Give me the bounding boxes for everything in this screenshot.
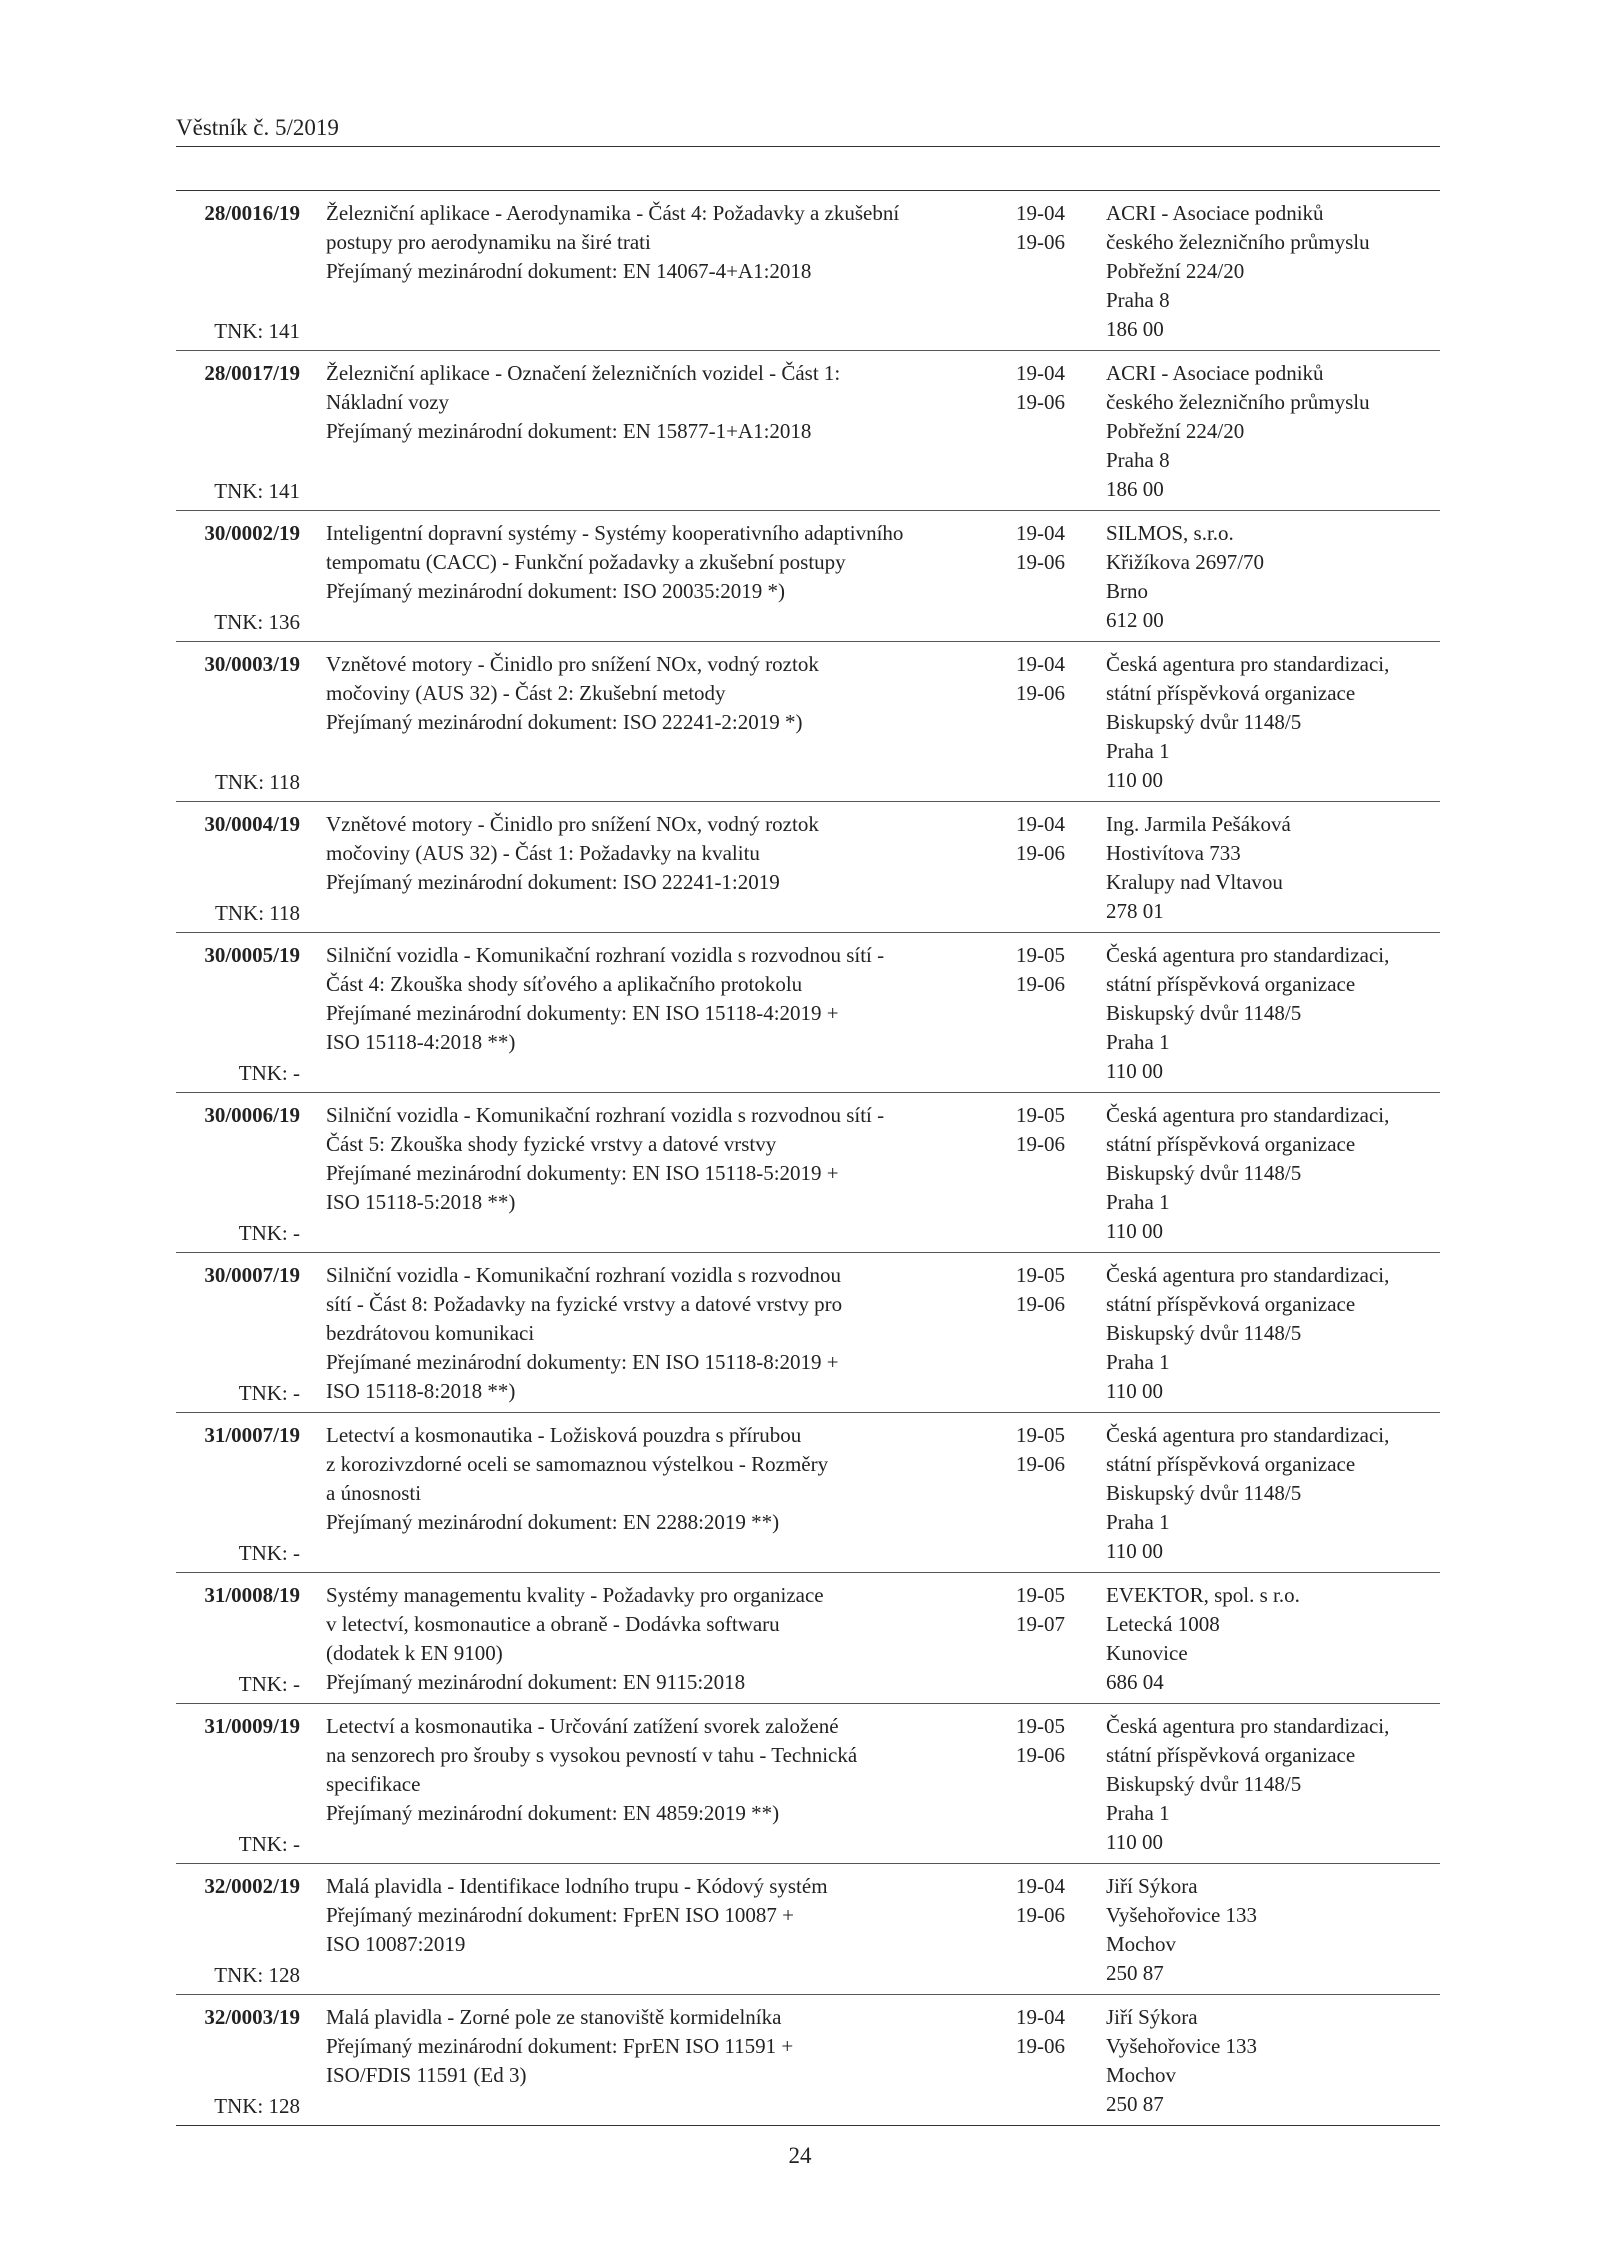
- dates-cell: [1016, 1712, 1086, 1770]
- title-line: Přejímaný mezinárodní dokument: EN 14067-4+A1:2018: [326, 259, 812, 283]
- notice-code: 28/0017/19: [204, 361, 300, 385]
- address-line: Jiří Sýkora: [1106, 1874, 1198, 1898]
- address-line: státní příspěvková organizace: [1106, 681, 1356, 705]
- notice-id-cell: [176, 519, 300, 641]
- date-value: 19-06: [1016, 681, 1065, 705]
- title-line: Železniční aplikace - Označení železničních vozidel - Část 1:: [326, 361, 841, 385]
- date-value: 19-06: [1016, 1743, 1065, 1767]
- bulletin-title: Věstník č. 5/2019: [176, 115, 339, 140]
- address-line: 110 00: [1106, 768, 1163, 792]
- tnk-number: TNK: 128: [214, 2094, 300, 2118]
- address-line: 110 00: [1106, 1830, 1163, 1854]
- page-header: [176, 114, 1440, 147]
- notice-code: 31/0009/19: [204, 1714, 300, 1738]
- title-line: Malá plavidla - Zorné pole ze stanoviště kormidelníka: [326, 2005, 782, 2029]
- title-line: Přejímané mezinárodní dokumenty: EN ISO 15118-8:2019 +: [326, 1350, 839, 1374]
- date-value: 19-06: [1016, 1903, 1065, 1927]
- notice-id-cell: [176, 810, 300, 932]
- title-line: Přejímaný mezinárodní dokument: ISO 20035:2019 *): [326, 579, 786, 603]
- processor-address-cell: [1106, 1872, 1440, 1988]
- notice-code: 30/0004/19: [204, 812, 300, 836]
- title-line: močoviny (AUS 32) - Část 2: Zkušební metody: [326, 681, 726, 705]
- notice-code: 30/0007/19: [204, 1263, 300, 1287]
- address-line: Biskupský dvůr 1148/5: [1106, 1481, 1302, 1505]
- notice-id-cell: [176, 1421, 300, 1572]
- address-line: Vyšehořovice 133: [1106, 1903, 1258, 1927]
- table-row: [176, 1703, 1440, 1863]
- address-line: Křižíkova 2697/70: [1106, 550, 1265, 574]
- table-row: [176, 1572, 1440, 1703]
- tnk-number: TNK: -: [238, 1221, 300, 1245]
- table-row: [176, 1994, 1440, 2125]
- standard-title-cell: [326, 933, 885, 1061]
- date-value: 19-06: [1016, 2034, 1065, 2058]
- address-line: Biskupský dvůr 1148/5: [1106, 1321, 1302, 1345]
- title-line: Část 5: Zkouška shody fyzické vrstvy a datové vrstvy: [326, 1132, 777, 1156]
- address-line: Praha 8: [1106, 288, 1170, 312]
- title-line: Přejímaný mezinárodní dokument: ISO 22241-2:2019 *): [326, 710, 803, 734]
- address-line: Kralupy nad Vltavou: [1106, 870, 1283, 894]
- title-line: Silniční vozidla - Komunikační rozhraní vozidla s rozvodnou sítí -: [326, 1103, 885, 1127]
- title-line: Přejímaný mezinárodní dokument: EN 2288:2019 **): [326, 1510, 780, 1534]
- dates-cell: [1016, 2003, 1086, 2061]
- date-value: 19-06: [1016, 1292, 1065, 1316]
- title-line: Vznětové motory - Činidlo pro snížení NOx, vodný roztok: [326, 652, 819, 676]
- title-line: bezdrátovou komunikaci: [326, 1321, 535, 1345]
- processor-address-cell: [1106, 2003, 1440, 2119]
- notice-code: 28/0016/19: [204, 201, 300, 225]
- notice-code: 30/0006/19: [204, 1103, 300, 1127]
- standard-title-cell: [326, 1253, 846, 1410]
- title-line: postupy pro aerodynamiku na širé trati: [326, 230, 651, 254]
- address-line: 110 00: [1106, 1059, 1163, 1083]
- address-line: Vyšehořovice 133: [1106, 2034, 1258, 2058]
- notice-code: 30/0005/19: [204, 943, 300, 967]
- table-row: [176, 1412, 1440, 1572]
- address-line: 110 00: [1106, 1379, 1163, 1403]
- date-value: 19-05: [1016, 1103, 1065, 1127]
- date-value: 19-06: [1016, 550, 1065, 574]
- notice-id-cell: [176, 1261, 300, 1412]
- tnk-number: TNK: -: [238, 1832, 300, 1856]
- processor-address-cell: [1106, 1101, 1440, 1246]
- table-row: [176, 350, 1440, 510]
- title-line: Část 4: Zkouška shody síťového a aplikačního protokolu: [326, 972, 803, 996]
- date-value: 19-04: [1016, 2005, 1065, 2029]
- processor-address-cell: [1106, 650, 1440, 795]
- dates-cell: [1016, 810, 1086, 868]
- date-value: 19-06: [1016, 230, 1065, 254]
- table-row: [176, 191, 1440, 350]
- tnk-number: TNK: 141: [214, 319, 300, 343]
- date-value: 19-06: [1016, 972, 1065, 996]
- date-value: 19-05: [1016, 1423, 1065, 1447]
- title-line: Systémy managementu kvality - Požadavky pro organizace: [326, 1583, 824, 1607]
- standards-table: [176, 190, 1440, 2126]
- notice-code: 30/0003/19: [204, 652, 300, 676]
- title-line: Přejímané mezinárodní dokumenty: EN ISO 15118-5:2019 +: [326, 1161, 839, 1185]
- notice-code: 32/0002/19: [204, 1874, 300, 1898]
- title-line: v letectví, kosmonautice a obraně - Dodávka softwaru: [326, 1612, 780, 1636]
- processor-address-cell: [1106, 359, 1440, 504]
- date-value: 19-04: [1016, 201, 1065, 225]
- table-row: [176, 801, 1440, 932]
- address-line: 110 00: [1106, 1539, 1163, 1563]
- address-line: 186 00: [1106, 477, 1164, 501]
- processor-address-cell: [1106, 1581, 1440, 1697]
- date-value: 19-07: [1016, 1612, 1065, 1636]
- address-line: Kunovice: [1106, 1641, 1188, 1665]
- address-line: 250 87: [1106, 1961, 1164, 1985]
- title-line: specifikace: [326, 1772, 421, 1796]
- dates-cell: [1016, 650, 1086, 708]
- standard-title-cell: [326, 802, 846, 901]
- address-line: Biskupský dvůr 1148/5: [1106, 1001, 1302, 1025]
- address-line: 186 00: [1106, 317, 1164, 341]
- title-line: Železniční aplikace - Aerodynamika - Část 4: Požadavky a zkušební: [326, 201, 900, 225]
- title-line: Silniční vozidla - Komunikační rozhraní vozidla s rozvodnou sítí -: [326, 943, 885, 967]
- processor-address-cell: [1106, 1712, 1440, 1857]
- title-line: ISO/FDIS 11591 (Ed 3): [326, 2063, 527, 2087]
- date-value: 19-04: [1016, 521, 1065, 545]
- title-line: a únosnosti: [326, 1481, 422, 1505]
- table-row: [176, 1863, 1440, 1994]
- address-line: 250 87: [1106, 2092, 1164, 2116]
- title-line: (dodatek k EN 9100): [326, 1641, 503, 1665]
- notice-id-cell: [176, 2003, 300, 2125]
- address-line: Praha 1: [1106, 1190, 1170, 1214]
- dates-cell: [1016, 199, 1086, 257]
- title-line: Silniční vozidla - Komunikační rozhraní vozidla s rozvodnou: [326, 1263, 841, 1287]
- date-value: 19-06: [1016, 1132, 1065, 1156]
- standard-title-cell: [326, 191, 900, 290]
- title-line: tempomatu (CACC) - Funkční požadavky a zkušební postupy: [326, 550, 846, 574]
- address-line: Česká agentura pro standardizaci,: [1106, 1423, 1390, 1447]
- date-value: 19-05: [1016, 943, 1065, 967]
- dates-cell: [1016, 1421, 1086, 1479]
- date-value: 19-05: [1016, 1583, 1065, 1607]
- tnk-number: TNK: 141: [214, 479, 300, 503]
- dates-cell: [1016, 1581, 1086, 1639]
- table-row: [176, 1092, 1440, 1252]
- address-line: Česká agentura pro standardizaci,: [1106, 652, 1390, 676]
- address-line: Biskupský dvůr 1148/5: [1106, 1772, 1302, 1796]
- title-line: Letectví a kosmonautika - Ložisková pouzdra s přírubou: [326, 1423, 802, 1447]
- address-line: Pobřežní 224/20: [1106, 419, 1245, 443]
- date-value: 19-04: [1016, 1874, 1065, 1898]
- title-line: ISO 15118-5:2018 **): [326, 1190, 516, 1214]
- address-line: státní příspěvková organizace: [1106, 972, 1356, 996]
- tnk-number: TNK: -: [238, 1541, 300, 1565]
- title-line: ISO 10087:2019: [326, 1932, 466, 1956]
- standard-title-cell: [326, 1704, 858, 1832]
- notice-id-cell: [176, 359, 300, 510]
- page-number: 24: [788, 2143, 812, 2168]
- address-line: ACRI - Asociace podniků: [1106, 361, 1324, 385]
- title-line: z korozivzdorné oceli se samomaznou výstelkou - Rozměry: [326, 1452, 829, 1476]
- date-value: 19-06: [1016, 1452, 1065, 1476]
- standard-title-cell: [326, 511, 904, 610]
- address-line: Ing. Jarmila Pešáková: [1106, 812, 1291, 836]
- address-line: Mochov: [1106, 1932, 1176, 1956]
- title-line: ISO 15118-4:2018 **): [326, 1030, 516, 1054]
- date-value: 19-04: [1016, 361, 1065, 385]
- notice-id-cell: [176, 1101, 300, 1252]
- address-line: státní příspěvková organizace: [1106, 1743, 1356, 1767]
- address-line: státní příspěvková organizace: [1106, 1452, 1356, 1476]
- date-value: 19-04: [1016, 812, 1065, 836]
- address-line: 110 00: [1106, 1219, 1163, 1243]
- address-line: Praha 1: [1106, 1350, 1170, 1374]
- address-line: Pobřežní 224/20: [1106, 259, 1245, 283]
- address-line: státní příspěvková organizace: [1106, 1292, 1356, 1316]
- processor-address-cell: [1106, 941, 1440, 1086]
- title-line: Nákladní vozy: [326, 390, 450, 414]
- notice-id-cell: [176, 1872, 300, 1994]
- tnk-number: TNK: -: [238, 1381, 300, 1405]
- address-line: Praha 1: [1106, 739, 1170, 763]
- address-line: Praha 8: [1106, 448, 1170, 472]
- address-line: Letecká 1008: [1106, 1612, 1220, 1636]
- address-line: Hostivítova 733: [1106, 841, 1241, 865]
- title-line: Přejímaný mezinárodní dokument: ISO 22241-1:2019: [326, 870, 780, 894]
- notice-id-cell: [176, 650, 300, 801]
- dates-cell: [1016, 519, 1086, 577]
- standard-title-cell: [326, 1093, 885, 1221]
- title-line: ISO 15118-8:2018 **): [326, 1379, 516, 1403]
- tnk-number: TNK: 136: [214, 610, 300, 634]
- address-line: Praha 1: [1106, 1801, 1170, 1825]
- address-line: českého železničního průmyslu: [1106, 390, 1370, 414]
- address-line: Mochov: [1106, 2063, 1176, 2087]
- notice-code: 30/0002/19: [204, 521, 300, 545]
- title-line: Přejímaný mezinárodní dokument: EN 15877-1+A1:2018: [326, 419, 812, 443]
- dates-cell: [1016, 941, 1086, 999]
- processor-address-cell: [1106, 199, 1440, 344]
- date-value: 19-06: [1016, 390, 1065, 414]
- tnk-number: TNK: 118: [215, 901, 300, 925]
- address-line: 278 01: [1106, 899, 1164, 923]
- title-line: Inteligentní dopravní systémy - Systémy kooperativního adaptivního: [326, 521, 904, 545]
- standard-title-cell: [326, 1995, 846, 2094]
- date-value: 19-06: [1016, 841, 1065, 865]
- title-line: Přejímané mezinárodní dokumenty: EN ISO 15118-4:2019 +: [326, 1001, 839, 1025]
- title-line: Vznětové motory - Činidlo pro snížení NOx, vodný roztok: [326, 812, 819, 836]
- address-line: Praha 1: [1106, 1030, 1170, 1054]
- address-line: 686 04: [1106, 1670, 1164, 1694]
- processor-address-cell: [1106, 810, 1440, 926]
- standard-title-cell: [326, 1573, 846, 1701]
- date-value: 19-05: [1016, 1714, 1065, 1738]
- title-line: Přejímaný mezinárodní dokument: EN 9115:2018: [326, 1670, 746, 1694]
- address-line: Brno: [1106, 579, 1148, 603]
- notice-id-cell: [176, 1581, 300, 1703]
- title-line: Malá plavidla - Identifikace lodního trupu - Kódový systém: [326, 1874, 828, 1898]
- address-line: Česká agentura pro standardizaci,: [1106, 1714, 1390, 1738]
- title-line: Letectví a kosmonautika - Určování zatížení svorek založené: [326, 1714, 839, 1738]
- address-line: Česká agentura pro standardizaci,: [1106, 943, 1390, 967]
- date-value: 19-05: [1016, 1263, 1065, 1287]
- notice-code: 32/0003/19: [204, 2005, 300, 2029]
- processor-address-cell: [1106, 1261, 1440, 1406]
- address-line: ACRI - Asociace podniků: [1106, 201, 1324, 225]
- address-line: českého železničního průmyslu: [1106, 230, 1370, 254]
- standard-title-cell: [326, 351, 846, 450]
- notice-code: 31/0007/19: [204, 1423, 300, 1447]
- address-line: Biskupský dvůr 1148/5: [1106, 1161, 1302, 1185]
- dates-cell: [1016, 1261, 1086, 1319]
- title-line: Přejímaný mezinárodní dokument: FprEN ISO 10087 +: [326, 1903, 794, 1927]
- processor-address-cell: [1106, 1421, 1440, 1566]
- address-line: Biskupský dvůr 1148/5: [1106, 710, 1302, 734]
- address-line: Česká agentura pro standardizaci,: [1106, 1263, 1390, 1287]
- address-line: Česká agentura pro standardizaci,: [1106, 1103, 1390, 1127]
- tnk-number: TNK: -: [238, 1061, 300, 1085]
- notice-id-cell: [176, 1712, 300, 1863]
- tnk-number: TNK: -: [238, 1672, 300, 1696]
- address-line: Praha 1: [1106, 1510, 1170, 1534]
- address-line: SILMOS, s.r.o.: [1106, 521, 1234, 545]
- tnk-number: TNK: 118: [215, 770, 300, 794]
- notice-id-cell: [176, 941, 300, 1092]
- address-line: 612 00: [1106, 608, 1164, 632]
- standard-title-cell: [326, 1864, 846, 1963]
- title-line: Přejímaný mezinárodní dokument: EN 4859:2019 **): [326, 1801, 780, 1825]
- dates-cell: [1016, 1101, 1086, 1159]
- table-row: [176, 510, 1440, 641]
- dates-cell: [1016, 359, 1086, 417]
- address-line: Jiří Sýkora: [1106, 2005, 1198, 2029]
- date-value: 19-04: [1016, 652, 1065, 676]
- address-line: EVEKTOR, spol. s r.o.: [1106, 1583, 1300, 1607]
- table-row: [176, 1252, 1440, 1412]
- title-line: sítí - Část 8: Požadavky na fyzické vrstvy a datové vrstvy pro: [326, 1292, 843, 1316]
- table-row: [176, 641, 1440, 801]
- title-line: Přejímaný mezinárodní dokument: FprEN ISO 11591 +: [326, 2034, 794, 2058]
- title-line: na senzorech pro šrouby s vysokou pevností v tahu - Technická: [326, 1743, 858, 1767]
- title-line: močoviny (AUS 32) - Část 1: Požadavky na kvalitu: [326, 841, 760, 865]
- address-line: státní příspěvková organizace: [1106, 1132, 1356, 1156]
- dates-cell: [1016, 1872, 1086, 1930]
- tnk-number: TNK: 128: [214, 1963, 300, 1987]
- table-row: [176, 932, 1440, 1092]
- standard-title-cell: [326, 642, 846, 741]
- notice-id-cell: [176, 199, 300, 350]
- standard-title-cell: [326, 1413, 846, 1541]
- notice-code: 31/0008/19: [204, 1583, 300, 1607]
- processor-address-cell: [1106, 519, 1440, 635]
